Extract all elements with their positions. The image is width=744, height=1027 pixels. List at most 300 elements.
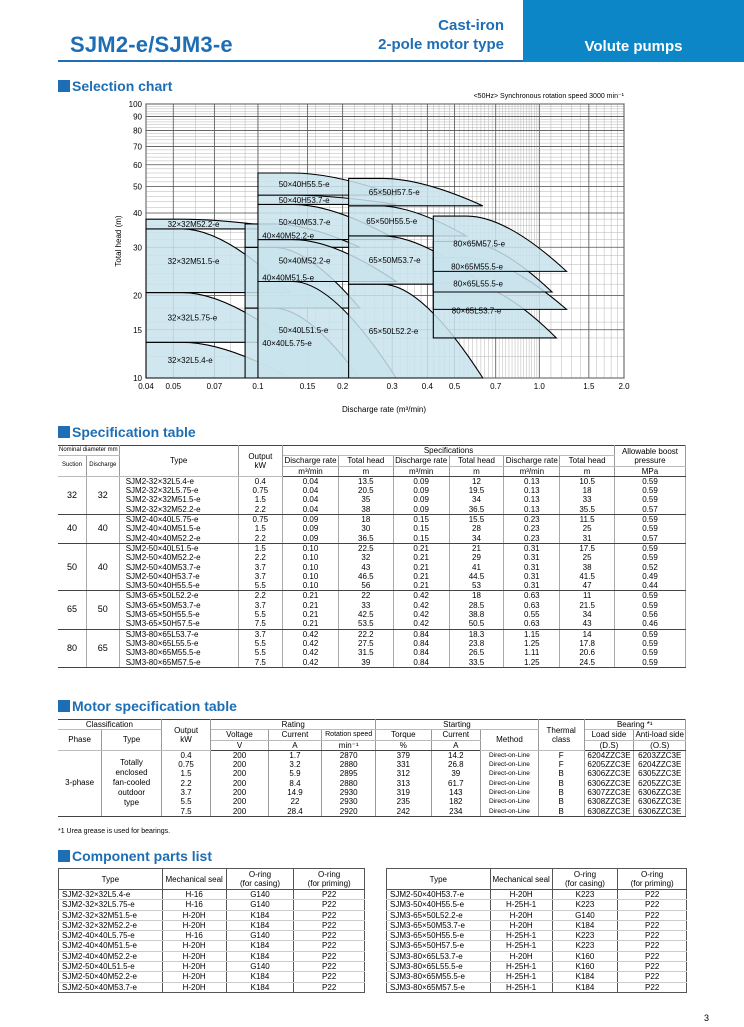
spec-cell: 3.7 <box>238 601 282 610</box>
spec-row <box>58 543 686 553</box>
y-tick-label: 40 <box>133 209 142 219</box>
spec-cell: 28.5 <box>449 601 504 610</box>
x-tick-label: 1.0 <box>533 382 545 391</box>
spec-row <box>58 524 686 533</box>
page-number: 3 <box>704 1013 710 1023</box>
spec-cell: 36.5 <box>449 505 504 515</box>
spec-cell: 0.31 <box>504 572 560 581</box>
spec-row <box>58 495 686 504</box>
x-tick-label: 0.1 <box>252 382 264 391</box>
section-title: Motor specification table <box>72 698 237 714</box>
spec-cell: 34 <box>560 610 615 619</box>
spec-row <box>58 629 686 639</box>
region-label-6: 40×40M51.5-e <box>262 273 315 283</box>
motor-cell: 6306ZZC3E <box>584 779 634 788</box>
spec-cell: 22.2 <box>338 629 393 639</box>
motor-cell: 2930 <box>322 788 376 797</box>
motor-cell: 6308ZZC3E <box>584 807 634 817</box>
spec-cell: 0.84 <box>393 648 449 657</box>
spec-cell: 31.5 <box>338 648 393 657</box>
region-label-16: 65×50H57.5-e <box>368 188 420 198</box>
region-label-14: 65×50M53.7-e <box>368 256 421 266</box>
spec-cell: 0.13 <box>504 476 560 486</box>
y-tick-label: 90 <box>133 112 142 122</box>
motor-row <box>58 750 686 760</box>
discharge-diameter: 65 <box>86 629 119 667</box>
parts-row <box>59 910 365 920</box>
spec-cell: 14 <box>560 629 615 639</box>
spec-cell: 31 <box>560 534 615 544</box>
spec-cell: 0.57 <box>614 534 685 544</box>
region-label-11: 50×40H53.7-e <box>278 195 330 205</box>
parts-cell: K223 <box>552 931 618 941</box>
spec-cell: 0.84 <box>393 639 449 648</box>
parts-cell: P22 <box>294 910 365 920</box>
th-mtype: Type <box>102 730 162 751</box>
y-tick-label: 20 <box>133 291 142 301</box>
spec-cell: 0.63 <box>504 591 560 601</box>
region-label-2: 32×32L5.75-e <box>167 313 218 323</box>
th-dr-3: Discharge rate <box>505 456 558 466</box>
spec-type: SJM2-40×40L5.75-e <box>119 515 238 525</box>
motor-cell: 61.7 <box>431 779 481 788</box>
spec-cell: 18 <box>560 486 615 495</box>
parts-cell: G140 <box>226 890 294 900</box>
parts-cell: G140 <box>226 900 294 910</box>
motor-cell: 379 <box>376 750 431 760</box>
spec-cell: 0.21 <box>393 572 449 581</box>
th-p-oring-priming <box>294 869 365 890</box>
spec-cell: 1.25 <box>504 639 560 648</box>
motor-cell: 319 <box>376 788 431 797</box>
th-speed: Rotation speed <box>322 730 376 740</box>
region-label-13: 65×50L52.2-e <box>368 327 419 337</box>
section-square-icon <box>58 850 70 862</box>
parts-row <box>387 951 687 961</box>
spec-type: SJM3-80×65L53.7-e <box>119 629 238 639</box>
motor-cell: 2880 <box>322 760 376 769</box>
parts-type: SJM2-32×32L5.75-e <box>59 900 163 910</box>
motor-cell: 6204ZZC3E <box>584 750 634 760</box>
parts-type: SJM3-65×50L52.2-e <box>387 910 491 920</box>
spec-cell: 0.04 <box>283 495 339 504</box>
th-torque-unit: % <box>376 740 431 750</box>
spec-cell: 0.15 <box>393 515 449 525</box>
motor-cell: 22 <box>268 797 321 806</box>
y-tick-label: 60 <box>133 160 142 170</box>
parts-cell: H-20H <box>162 941 226 951</box>
motor-method: Direct-on-Line <box>481 760 539 769</box>
spec-cell: 0.09 <box>393 476 449 486</box>
motor-cell: 200 <box>211 807 268 817</box>
motor-cell: 5.9 <box>268 769 321 778</box>
parts-cell: K184 <box>552 972 618 982</box>
spec-cell: 0.23 <box>504 515 560 525</box>
th-p-oring-casing-1: O-ring <box>248 870 272 879</box>
th-boost <box>614 446 685 467</box>
page-title: SJM2-e/SJM3-e <box>70 32 233 57</box>
spec-cell: 3.7 <box>238 629 282 639</box>
motor-cell: B <box>538 797 584 806</box>
motor-cell: 14.2 <box>431 750 481 760</box>
spec-cell: 32 <box>338 553 393 562</box>
spec-cell: 0.21 <box>283 601 339 610</box>
parts-cell: P22 <box>618 972 687 982</box>
parts-cell: H-20H <box>162 962 226 972</box>
spec-cell: 0.31 <box>504 543 560 553</box>
spec-cell: 2.2 <box>238 553 282 562</box>
spec-cell: 0.42 <box>283 648 339 657</box>
th-p-seal: Mechanical seal <box>162 869 226 890</box>
spec-type: SJM2-32×32M51.5-e <box>119 495 238 504</box>
motor-cell: 1.7 <box>268 750 321 760</box>
spec-cell: 1.11 <box>504 648 560 657</box>
spec-row <box>58 619 686 629</box>
spec-cell: 33.5 <box>449 658 504 668</box>
parts-cell: K223 <box>552 890 618 900</box>
region-label-20: 80×65M57.5-e <box>453 239 506 249</box>
parts-type: SJM2-50×40L51.5-e <box>59 962 163 972</box>
spec-cell: 0.10 <box>283 572 339 581</box>
th-torque: Torque <box>376 730 431 740</box>
spec-cell: 0.21 <box>283 619 339 629</box>
spec-cell: 18 <box>449 591 504 601</box>
spec-row <box>58 553 686 562</box>
spec-cell: 5.5 <box>238 639 282 648</box>
parts-cell: H-20H <box>490 920 552 930</box>
th-dr-unit-1: m³/min <box>283 466 339 476</box>
parts-cell: K184 <box>552 920 618 930</box>
spec-cell: 19.5 <box>449 486 504 495</box>
th-th-unit-3: m <box>560 466 615 476</box>
parts-row <box>387 972 687 982</box>
parts-cell: G140 <box>552 910 618 920</box>
specification-table <box>58 445 686 668</box>
th-boost-2: pressure <box>634 455 666 465</box>
spec-cell: 0.59 <box>614 524 685 533</box>
motor-table-body <box>58 750 686 816</box>
th-th-1: Total head <box>338 456 393 466</box>
parts-type: SJM2-50×40H53.7-e <box>387 890 491 900</box>
parts-cell: H-20H <box>162 951 226 961</box>
x-tick-label: 0.04 <box>138 382 154 391</box>
parts-cell: P22 <box>294 890 365 900</box>
parts-cell: P22 <box>618 982 687 992</box>
spec-cell: 0.10 <box>283 543 339 553</box>
subtitle-line-2: 2-pole motor type <box>378 36 504 53</box>
section-spec-table <box>58 424 196 440</box>
region-label-15: 65×50H55.5-e <box>366 216 418 226</box>
spec-cell: 0.55 <box>504 610 560 619</box>
spec-cell: 1.5 <box>238 543 282 553</box>
parts-type: SJM3-80×65M55.5-e <box>387 972 491 982</box>
motor-cell: 5.5 <box>161 797 211 806</box>
parts-cell: H-16 <box>162 890 226 900</box>
th-s-current: Current <box>431 730 481 740</box>
parts-cell: H-25H-1 <box>490 962 552 972</box>
motor-type-line: outdoor <box>117 788 146 798</box>
parts-row <box>59 962 365 972</box>
spec-cell: 43 <box>560 619 615 629</box>
x-tick-label: 0.07 <box>206 382 223 391</box>
parts-cell: H-16 <box>162 900 226 910</box>
spec-cell: 0.42 <box>283 639 339 648</box>
parts-cell: P22 <box>294 982 365 992</box>
spec-cell: 0.09 <box>283 524 339 533</box>
spec-cell: 0.63 <box>504 619 560 629</box>
parts-cell: K184 <box>552 982 618 992</box>
chart-ylabel: Total head (m) <box>114 215 123 267</box>
th-m-output-label: Output <box>174 725 199 735</box>
spec-cell: 38.8 <box>449 610 504 619</box>
th-th-unit-1: m <box>338 466 393 476</box>
motor-method: Direct-on-Line <box>481 779 539 788</box>
parts-cell: H-20H <box>162 910 226 920</box>
th-rating: Rating <box>211 720 376 730</box>
motor-cell: 234 <box>431 807 481 817</box>
spec-cell: 1.25 <box>504 658 560 668</box>
parts-cell: K184 <box>226 941 294 951</box>
spec-cell: 33 <box>338 601 393 610</box>
motor-cell: 14.9 <box>268 788 321 797</box>
motor-cell: 2920 <box>322 807 376 817</box>
th-bearing: Bearing *¹ <box>584 720 685 730</box>
spec-row <box>58 476 686 486</box>
motor-type-line: enclosed <box>115 768 148 778</box>
motor-type-line: type <box>123 798 140 808</box>
motor-cell: 143 <box>431 788 481 797</box>
spec-cell: 30 <box>338 524 393 533</box>
th-voltage: Voltage <box>211 730 268 740</box>
motor-cell: 6306ZZC3E <box>634 807 686 817</box>
spec-cell: 0.10 <box>283 553 339 562</box>
region-label-7: 40×40M52.2-e <box>262 231 315 241</box>
parts-type: SJM2-50×40M53.7-e <box>59 982 163 992</box>
spec-cell: 44.5 <box>449 572 504 581</box>
motor-cell: 2930 <box>322 797 376 806</box>
th-p-type: Type <box>387 869 491 890</box>
th-p-oring-priming-2: (for priming) <box>630 879 674 888</box>
parts-row <box>59 951 365 961</box>
spec-cell: 22 <box>338 591 393 601</box>
spec-cell: 0.49 <box>614 572 685 581</box>
spec-cell: 0.13 <box>504 486 560 495</box>
th-p-oring-priming-2: (for priming) <box>307 879 351 888</box>
motor-cell: 3.2 <box>268 760 321 769</box>
spec-row <box>58 534 686 544</box>
parts-cell: K223 <box>552 900 618 910</box>
spec-cell: 0.21 <box>393 563 449 572</box>
spec-type: SJM2-50×40H53.7-e <box>119 572 238 581</box>
spec-row <box>58 572 686 581</box>
spec-cell: 38 <box>338 505 393 515</box>
th-diameter: Nominal diameter mm <box>58 446 119 456</box>
th-th-3: Total head <box>560 456 615 466</box>
spec-cell: 0.59 <box>614 543 685 553</box>
parts-row <box>387 931 687 941</box>
spec-cell: 46.5 <box>338 572 393 581</box>
parts-row <box>59 920 365 930</box>
spec-cell: 27.5 <box>338 639 393 648</box>
spec-cell: 5.5 <box>238 581 282 591</box>
section-square-icon <box>58 700 70 712</box>
motor-cell: 6306ZZC3E <box>634 788 686 797</box>
spec-cell: 42.5 <box>338 610 393 619</box>
parts-cell: H-16 <box>162 931 226 941</box>
spec-cell: 22.5 <box>338 543 393 553</box>
spec-cell: 1.5 <box>238 495 282 504</box>
spec-cell: 24.5 <box>560 658 615 668</box>
motor-cell: F <box>538 760 584 769</box>
parts-type: SJM2-32×32L5.4-e <box>59 890 163 900</box>
parts-cell: H-20H <box>490 890 552 900</box>
motor-method: Direct-on-Line <box>481 807 539 817</box>
spec-cell: 0.42 <box>393 610 449 619</box>
spec-cell: 0.13 <box>504 495 560 504</box>
motor-cell: 2895 <box>322 769 376 778</box>
th-p-seal: Mechanical seal <box>490 869 552 890</box>
spec-row <box>58 591 686 601</box>
parts-cell: H-20H <box>162 982 226 992</box>
spec-type: SJM2-50×40M52.2-e <box>119 553 238 562</box>
spec-cell: 0.46 <box>614 619 685 629</box>
th-voltage-unit: V <box>211 740 268 750</box>
th-dr-2: Discharge rate <box>395 456 448 466</box>
th-th-unit-2: m <box>449 466 504 476</box>
spec-cell: 0.56 <box>614 610 685 619</box>
motor-cell: 6203ZZC3E <box>634 750 686 760</box>
parts-cell: K160 <box>552 962 618 972</box>
th-specifications: Specifications <box>283 446 615 456</box>
spec-row <box>58 563 686 572</box>
spec-type: SJM3-50×40H55.5-e <box>119 581 238 591</box>
spec-table-body <box>58 476 686 667</box>
spec-cell: 2.2 <box>238 591 282 601</box>
spec-cell: 0.13 <box>504 505 560 515</box>
spec-cell: 20.6 <box>560 648 615 657</box>
region-label-19: 80×65M55.5-e <box>451 262 503 272</box>
spec-cell: 0.10 <box>283 581 339 591</box>
spec-cell: 0.09 <box>393 495 449 504</box>
motor-cell: 6306ZZC3E <box>584 769 634 778</box>
spec-cell: 0.44 <box>614 581 685 591</box>
spec-cell: 0.59 <box>614 629 685 639</box>
region-label-17: 80×65L53.7-e <box>451 306 502 316</box>
spec-cell: 0.09 <box>393 505 449 515</box>
motor-cell: 6205ZZC3E <box>584 760 634 769</box>
parts-row <box>387 910 687 920</box>
motor-cell: 6305ZZC3E <box>634 769 686 778</box>
parts-row <box>59 890 365 900</box>
spec-cell: 0.21 <box>393 553 449 562</box>
spec-cell: 41.5 <box>560 572 615 581</box>
section-motor-table <box>58 698 237 714</box>
parts-type: SJM2-40×40M52.2-e <box>59 951 163 961</box>
spec-cell: 29 <box>449 553 504 562</box>
spec-row <box>58 601 686 610</box>
spec-cell: 12 <box>449 476 504 486</box>
spec-cell: 1.15 <box>504 629 560 639</box>
spec-cell: 2.2 <box>238 534 282 544</box>
section-title: Selection chart <box>72 78 173 94</box>
motor-cell: 28.4 <box>268 807 321 817</box>
parts-cell: P22 <box>618 890 687 900</box>
parts-row <box>387 941 687 951</box>
spec-cell: 0.09 <box>283 534 339 544</box>
th-p-oring-casing-1: O-ring <box>573 870 597 879</box>
chart-xlabel: Discharge rate (m³/min) <box>341 405 427 414</box>
th-thermal-2: class <box>552 734 571 744</box>
spec-cell: 0.59 <box>614 648 685 657</box>
th-antiload: Anti-load side <box>635 730 684 740</box>
discharge-diameter: 40 <box>86 515 119 544</box>
spec-row <box>58 581 686 591</box>
region-label-1: 32×32L5.4-e <box>167 356 213 366</box>
th-p-oring-casing-2: (for casing) <box>239 879 280 888</box>
spec-cell: 10.5 <box>560 476 615 486</box>
spec-cell: 0.42 <box>393 591 449 601</box>
spec-cell: 0.59 <box>614 495 685 504</box>
motor-cell: B <box>538 779 584 788</box>
region-label-5: 40×40L5.75-e <box>262 339 312 349</box>
parts-cell: H-25H-1 <box>490 972 552 982</box>
spec-cell: 0.59 <box>614 639 685 648</box>
spec-cell: 11.5 <box>560 515 615 525</box>
motor-cell: 242 <box>376 807 431 817</box>
parts-cell: P22 <box>294 972 365 982</box>
y-tick-label: 80 <box>133 126 142 136</box>
section-title: Component parts list <box>72 848 213 864</box>
y-tick-label: 10 <box>133 374 142 383</box>
spec-cell: 0.59 <box>614 591 685 601</box>
discharge-diameter: 40 <box>86 543 119 590</box>
suction-diameter: 50 <box>58 543 86 590</box>
spec-cell: 7.5 <box>238 658 282 668</box>
spec-cell: 0.04 <box>283 486 339 495</box>
spec-cell: 0.10 <box>283 563 339 572</box>
parts-cell: K184 <box>226 972 294 982</box>
spec-cell: 18 <box>338 515 393 525</box>
spec-cell: 23.8 <box>449 639 504 648</box>
suction-diameter: 32 <box>58 476 86 514</box>
th-dr-1: Discharge rate <box>284 456 337 466</box>
th-thermal <box>538 720 584 751</box>
spec-cell: 35 <box>338 495 393 504</box>
th-thermal-1: Thermal <box>546 725 576 735</box>
parts-row <box>59 941 365 951</box>
spec-cell: 0.09 <box>393 486 449 495</box>
th-load: Load side <box>584 730 634 740</box>
th-m-output <box>161 720 211 751</box>
th-current-unit: A <box>268 740 321 750</box>
y-tick-label: 30 <box>133 243 142 253</box>
spec-cell: 0.4 <box>238 476 282 486</box>
spec-cell: 3.7 <box>238 563 282 572</box>
parts-type: SJM2-40×40L5.75-e <box>59 931 163 941</box>
region-label-18: 80×65L55.5-e <box>453 279 503 289</box>
spec-cell: 0.04 <box>283 505 339 515</box>
y-tick-label: 50 <box>133 182 142 192</box>
spec-cell: 34 <box>449 534 504 544</box>
spec-type: SJM3-65×50L52.2-e <box>119 591 238 601</box>
motor-cell: 6308ZZC3E <box>584 797 634 806</box>
parts-cell: G140 <box>226 962 294 972</box>
spec-cell: 0.15 <box>393 524 449 533</box>
region-label-12: 50×40H55.5-e <box>278 180 330 190</box>
spec-row <box>58 639 686 648</box>
parts-type: SJM2-50×40M52.2-e <box>59 972 163 982</box>
parts-type: SJM3-80×65L53.7-e <box>387 951 491 961</box>
